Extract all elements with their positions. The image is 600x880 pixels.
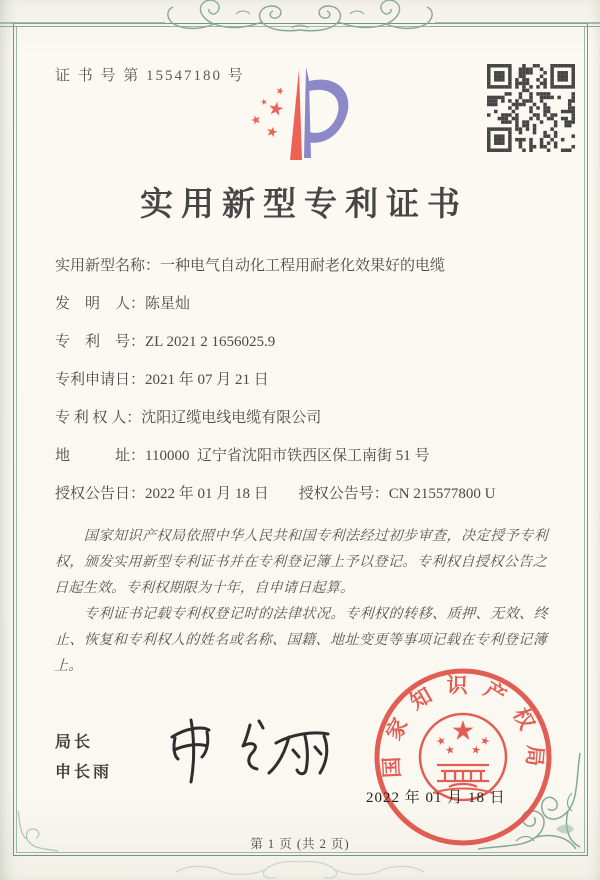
certificate-title: 实用新型专利证书 (140, 187, 468, 223)
field-grant-row (55, 484, 555, 505)
official-name: 申长雨 (55, 764, 113, 781)
director-signature-icon (158, 712, 338, 790)
field-value: 一种电气自动化工程用耐老化效果好的电缆 (160, 258, 446, 274)
legal-text (55, 524, 547, 680)
field-label: 专 利 号： (55, 334, 146, 350)
field-grant-number (299, 484, 496, 505)
top-border-ornament (0, 0, 600, 40)
field-label: 专 利 权 人： (55, 410, 142, 426)
field-label: 授权公告日： (55, 486, 146, 502)
seal-text: 国家知识产权局 (378, 673, 548, 782)
field-value: 2022 年 01 月 18 日 (145, 486, 269, 502)
field-label: 授权公告号： (298, 486, 389, 502)
certificate-fields (55, 256, 555, 522)
field-label: 专利申请日： (55, 372, 146, 388)
field-patent-number (55, 332, 555, 353)
certificate-number: 证 书 号 第 15547180 号 (55, 68, 245, 84)
page-footer: 第 1 页 (共 2 页) (250, 837, 350, 851)
official-title: 局长 (55, 734, 94, 751)
field-value: 110000 辽宁省沈阳市铁西区保工南街 51 号 (145, 448, 430, 464)
field-grant-date (55, 484, 269, 505)
bottom-faint-ornament (170, 858, 430, 880)
field-patentee (55, 408, 555, 429)
field-value: ZL 2021 2 1656025.9 (145, 334, 276, 350)
field-label: 发 明 人： (55, 296, 146, 312)
field-label: 地 址： (55, 448, 146, 464)
field-label: 实用新型名称： (55, 258, 161, 274)
field-inventor (55, 294, 555, 315)
legal-paragraph-1: 国家知识产权局依照中华人民共和国专利法经过初步审查，决定授予专利权，颁发实用新型专利证书并在专利登记簿上予以登记。专利权自授权公告之日起生效。专利权期限为十年，自申请日起算。 (53, 529, 549, 596)
field-filing-date (55, 370, 555, 391)
official-seal (368, 662, 558, 852)
field-value: 2021 年 07 月 21 日 (145, 372, 269, 388)
qr-code (487, 64, 575, 152)
cnipa-logo-icon (243, 66, 355, 168)
field-value: CN 215577800 U (388, 486, 496, 502)
field-utility-model-name (55, 256, 555, 277)
field-value: 陈星灿 (145, 296, 191, 312)
field-value: 沈阳辽缆电线电缆有限公司 (141, 410, 322, 426)
legal-paragraph-2: 专利证书记载专利权登记时的法律状况。专利权的转移、质押、无效、终止、恢复和专利权人的姓名或名称、国籍、地址变更等事项记载在专利登记簿上。 (53, 607, 549, 674)
seal-date: 2022 年 01 月 18 日 (366, 790, 506, 806)
official-block (55, 728, 112, 788)
field-address (55, 446, 555, 467)
